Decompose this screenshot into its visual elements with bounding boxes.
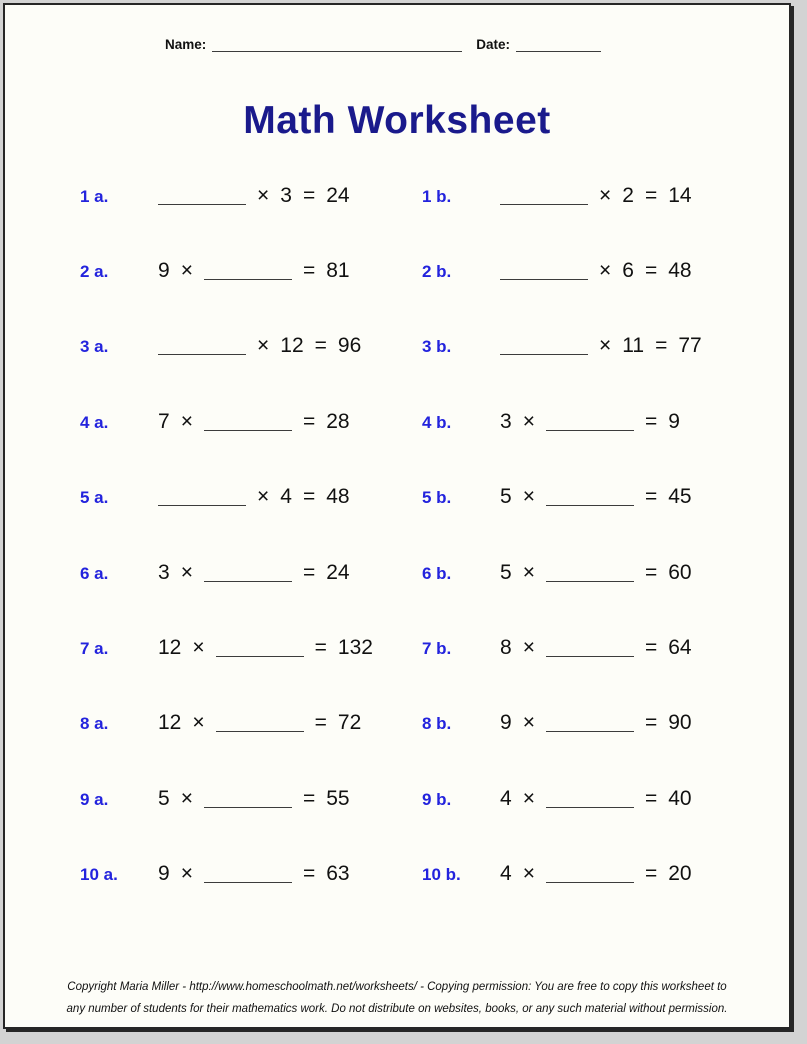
factor-value: 3 <box>280 183 292 207</box>
problem-item <box>80 334 422 358</box>
equals-sign: = <box>644 711 658 735</box>
product-value: 90 <box>668 711 692 735</box>
problem-label: 7 a. <box>80 639 109 659</box>
answer-blank-line[interactable] <box>204 579 292 582</box>
problem-item <box>422 862 764 886</box>
times-sign: × <box>522 485 535 509</box>
problem-item <box>422 787 764 811</box>
equals-sign: = <box>302 560 316 584</box>
times-sign: × <box>522 636 535 660</box>
times-sign: × <box>522 560 535 584</box>
factor-value: 3 <box>158 560 170 584</box>
problem-equation <box>500 561 692 585</box>
problem-item <box>422 334 764 358</box>
answer-blank-line[interactable] <box>500 352 588 355</box>
problem-equation <box>158 259 350 283</box>
factor-value: 6 <box>622 259 634 283</box>
problem-label: 10 a. <box>80 865 118 885</box>
product-value: 81 <box>326 259 350 283</box>
problem-item <box>80 787 422 811</box>
factor-value: 7 <box>158 409 170 433</box>
answer-blank-line[interactable] <box>500 277 588 280</box>
problem-item <box>422 485 764 509</box>
problem-item <box>80 561 422 585</box>
times-sign: × <box>522 711 535 735</box>
times-sign: × <box>599 183 612 207</box>
factor-value: 4 <box>280 485 292 509</box>
product-value: 24 <box>326 560 350 584</box>
equals-sign: = <box>644 259 658 283</box>
product-value: 77 <box>678 334 702 358</box>
answer-blank-line[interactable] <box>500 202 588 205</box>
answer-blank-line[interactable] <box>546 428 634 431</box>
problem-item <box>80 711 422 735</box>
times-sign: × <box>180 862 193 886</box>
answer-blank-line[interactable] <box>216 654 304 657</box>
times-sign: × <box>180 560 193 584</box>
problem-label: 1 a. <box>80 186 109 206</box>
problem-label: 8 a. <box>80 714 109 734</box>
product-value: 55 <box>326 786 350 810</box>
problem-equation <box>158 410 350 434</box>
problem-label: 5 b. <box>422 488 452 508</box>
problem-equation <box>500 184 692 208</box>
problem-item <box>80 410 422 434</box>
problem-equation <box>500 259 692 283</box>
factor-value: 4 <box>500 786 512 810</box>
equals-sign: = <box>302 409 316 433</box>
answer-blank-line[interactable] <box>546 729 634 732</box>
product-value: 14 <box>668 183 692 207</box>
times-sign: × <box>180 786 193 810</box>
times-sign: × <box>257 334 270 358</box>
factor-value: 12 <box>280 334 304 358</box>
problem-label: 3 a. <box>80 337 109 357</box>
product-value: 64 <box>668 636 692 660</box>
product-value: 24 <box>326 183 350 207</box>
factor-value: 4 <box>500 862 512 886</box>
problem-item <box>80 259 422 283</box>
problem-item <box>80 636 422 660</box>
times-sign: × <box>257 485 270 509</box>
equals-sign: = <box>302 183 316 207</box>
times-sign: × <box>599 334 612 358</box>
problem-item <box>80 485 422 509</box>
problem-label: 1 b. <box>422 186 452 206</box>
factor-value: 5 <box>500 485 512 509</box>
problem-label: 5 a. <box>80 488 109 508</box>
factor-value: 11 <box>622 334 645 358</box>
factor-value: 9 <box>500 711 512 735</box>
answer-blank-line[interactable] <box>204 277 292 280</box>
equals-sign: = <box>644 183 658 207</box>
answer-blank-line[interactable] <box>204 805 292 808</box>
problem-equation <box>500 862 692 886</box>
problem-item <box>422 561 764 585</box>
problem-item <box>422 711 764 735</box>
name-date-row <box>165 35 789 52</box>
times-sign: × <box>522 409 535 433</box>
problem-label: 7 b. <box>422 639 452 659</box>
answer-blank-line[interactable] <box>216 729 304 732</box>
factor-value: 12 <box>158 711 182 735</box>
name-blank-line[interactable] <box>212 38 462 52</box>
problem-label: 3 b. <box>422 337 452 357</box>
problem-equation <box>158 334 361 358</box>
answer-blank-line[interactable] <box>158 503 246 506</box>
factor-value: 5 <box>500 560 512 584</box>
problem-equation <box>158 862 350 886</box>
problem-equation <box>158 711 361 735</box>
equals-sign: = <box>644 485 658 509</box>
problem-equation <box>500 485 692 509</box>
times-sign: × <box>192 711 205 735</box>
problem-label: 4 a. <box>80 412 109 432</box>
product-value: 28 <box>326 409 350 433</box>
factor-value: 2 <box>622 183 634 207</box>
times-sign: × <box>522 786 535 810</box>
problem-item <box>80 862 422 886</box>
factor-value: 12 <box>158 636 182 660</box>
problems-grid <box>80 158 789 912</box>
times-sign: × <box>180 259 193 283</box>
product-value: 48 <box>326 485 350 509</box>
product-value: 72 <box>337 711 362 735</box>
answer-blank-line[interactable] <box>546 654 634 657</box>
equals-sign: = <box>302 786 316 810</box>
factor-value: 8 <box>500 636 512 660</box>
equals-sign: = <box>644 560 658 584</box>
problem-equation <box>158 636 373 660</box>
factor-value: 3 <box>500 409 512 433</box>
date-label: Date: <box>476 37 511 52</box>
problem-equation <box>158 184 350 208</box>
equals-sign: = <box>314 334 327 358</box>
problem-item <box>80 184 422 208</box>
page-title: Math Worksheet <box>243 99 551 142</box>
problem-equation <box>500 711 692 735</box>
equals-sign: = <box>644 409 658 433</box>
equals-sign: = <box>314 711 327 735</box>
problem-equation <box>158 787 350 811</box>
product-value: 63 <box>326 862 350 886</box>
problem-equation <box>158 485 350 509</box>
problem-label: 2 a. <box>80 262 109 282</box>
name-label: Name: <box>165 37 207 52</box>
answer-blank-line[interactable] <box>546 579 634 582</box>
product-value: 9 <box>668 409 680 433</box>
problem-label: 2 b. <box>422 262 452 282</box>
answer-blank-line[interactable] <box>546 880 634 883</box>
factor-value: 9 <box>158 862 170 886</box>
equals-sign: = <box>655 334 668 358</box>
problem-label: 10 b. <box>422 865 461 885</box>
times-sign: × <box>180 409 193 433</box>
date-blank-line[interactable] <box>516 38 601 52</box>
answer-blank-line[interactable] <box>158 352 246 355</box>
equals-sign: = <box>314 636 327 660</box>
answer-blank-line[interactable] <box>546 503 634 506</box>
equals-sign: = <box>302 485 316 509</box>
times-sign: × <box>192 636 205 660</box>
product-value: 48 <box>668 259 692 283</box>
product-value: 60 <box>668 560 692 584</box>
equals-sign: = <box>644 636 658 660</box>
problem-label: 8 b. <box>422 714 452 734</box>
factor-value: 9 <box>158 259 170 283</box>
answer-blank-line[interactable] <box>546 805 634 808</box>
answer-blank-line[interactable] <box>204 880 292 883</box>
product-value: 40 <box>668 786 692 810</box>
times-sign: × <box>599 259 612 283</box>
equals-sign: = <box>302 862 316 886</box>
answer-blank-line[interactable] <box>158 202 246 205</box>
problem-equation <box>158 561 350 585</box>
product-value: 45 <box>668 485 692 509</box>
problem-label: 4 b. <box>422 412 452 432</box>
equals-sign: = <box>302 259 316 283</box>
worksheet-page <box>3 3 791 1029</box>
problem-equation <box>500 410 680 434</box>
problem-equation <box>500 334 702 358</box>
problem-item <box>422 636 764 660</box>
problem-item <box>422 184 764 208</box>
problem-label: 9 b. <box>422 789 452 809</box>
product-value: 132 <box>337 636 373 660</box>
copyright-footer: Copyright Maria Miller - http://www.homeschoolmath.net/worksheets/ - Copying permission: You are free to copy this worksheet to any number of students for their mathematics work. Do not distribute on websites, books, or any such material without permission. <box>66 981 728 1015</box>
factor-value: 5 <box>158 786 170 810</box>
problem-equation <box>500 636 692 660</box>
times-sign: × <box>257 183 270 207</box>
equals-sign: = <box>644 862 658 886</box>
problem-item <box>422 410 764 434</box>
times-sign: × <box>522 862 535 886</box>
problem-equation <box>500 787 692 811</box>
problem-label: 9 a. <box>80 789 109 809</box>
answer-blank-line[interactable] <box>204 428 292 431</box>
problem-label: 6 b. <box>422 563 452 583</box>
equals-sign: = <box>644 786 658 810</box>
problem-label: 6 a. <box>80 563 109 583</box>
product-value: 20 <box>668 862 692 886</box>
product-value: 96 <box>337 334 362 358</box>
problem-item <box>422 259 764 283</box>
